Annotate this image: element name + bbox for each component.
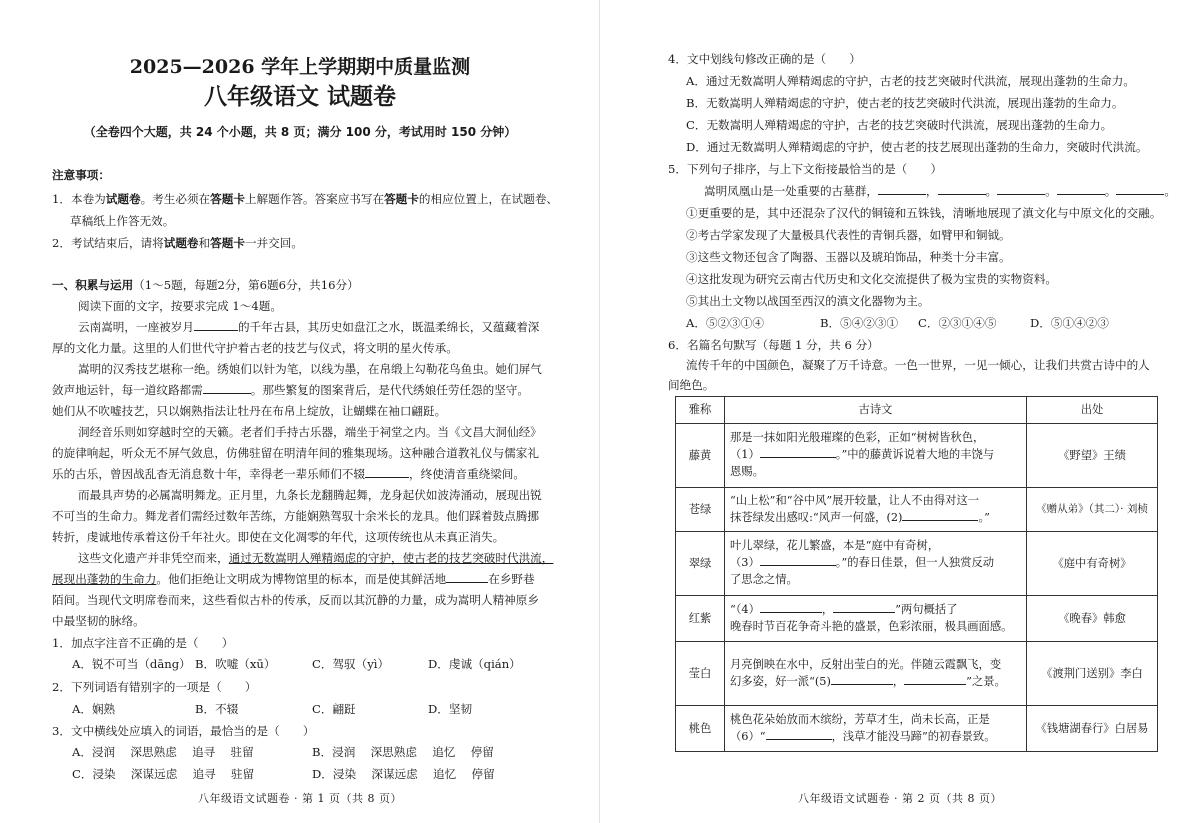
- page-footer: 八年级语文试题卷 · 第 2 页（共 8 页）: [798, 792, 1002, 805]
- q5-option-a[interactable]: A．⑤②③①④: [686, 316, 764, 330]
- table-header: 出处: [1027, 397, 1158, 424]
- q2-option-b[interactable]: B．不辍: [195, 702, 239, 716]
- question-1: 1．加点字注音不正确的是（ ）: [52, 636, 234, 650]
- q6-intro: 流传千年的中国颜色，凝聚了万千诗意。一色一世界，一见一倾心，让我们共赏古诗中的人: [686, 358, 1150, 372]
- question-5: 5．下列句子排序，与上下文衔接最恰当的是（ ）: [668, 162, 943, 176]
- table-row: [676, 596, 1158, 642]
- table-row: [676, 706, 1158, 752]
- passage-line: 敛声地运针，每一道纹路都需 。那些繁复的图案背后，是代代绣娘任劳任怨的坚守。: [52, 383, 529, 397]
- passage-line: 乐的古乐，曾因战乱杳无消息数十年，幸得老一辈乐师们不辍 ，终使清音重绕梁间。: [52, 467, 525, 481]
- table-header-row: [676, 397, 1158, 424]
- question-3: 3．文中横线处应填入的词语，最恰当的是（ ）: [52, 724, 315, 738]
- q1-option-d[interactable]: D．虔诚（qián）: [428, 657, 521, 671]
- answer-blank-1[interactable]: [760, 447, 836, 458]
- q2-option-a[interactable]: A．娴熟: [72, 702, 116, 716]
- poem-cell: “山上松”和“谷中风”展开较量，让人不由得对这一 抹苍绿发出感叹:“风声一何盛，(2) 。”: [725, 488, 1027, 532]
- note-1-cont: 草稿纸上作答无效。: [70, 214, 175, 228]
- exam-subtitle: （全卷四个大题，共 24 个小题，共 8 页；满分 100 分，考试用时 150 分钟）: [83, 125, 517, 139]
- table-header: 古诗文: [725, 397, 1027, 424]
- answer-blank-2[interactable]: [902, 510, 978, 521]
- q5-sentence-5: ⑤其出土文物以战国至西汉的滇文化器物为主。: [686, 294, 930, 308]
- passage-line: 不可当的生命力。舞龙者们需经过数年苦练，方能娴熟驾驭十余米长的龙具。他们踩着鼓点腾挪: [52, 509, 539, 523]
- passage-line: 嵩明的汉秀技艺堪称一绝。绣娘们以针为笔，以线为墨，在帛缎上勾勒花鸟鱼虫。她们屏气: [78, 362, 542, 376]
- table-header: 雅称: [676, 397, 725, 424]
- color-name: 桃色: [676, 706, 725, 752]
- answer-blank-5b[interactable]: [904, 674, 966, 685]
- q2-option-d[interactable]: D．坚韧: [428, 702, 473, 716]
- answer-blank-3[interactable]: [760, 555, 836, 566]
- table-row: [676, 642, 1158, 706]
- passage-line: 展现出蓬勃的生命力。他们拒绝让文明成为博物馆里的标本，而是使其鲜活地 在乡野巷: [52, 572, 535, 586]
- passage-line: 转折，虔诚地传承着这份千年社火。即使在文化凋零的年代，这项传统也从未真正消失。: [52, 530, 505, 544]
- q5-sentence-3: ③这些文物还包含了陶器、玉器以及琥珀饰品，种类十分丰富。: [686, 250, 1011, 264]
- passage-line: 洞经音乐则如穿越时空的天籁。老者们手持古乐器，端坐于祠堂之内。当《文昌大洞仙经》: [78, 425, 542, 439]
- note-1: 1．本卷为试题卷。考生必须在答题卡上解题作答。答案应书写在答题卡的相应位置上，在试题卷、: [52, 192, 559, 206]
- poem-table: [675, 396, 1158, 752]
- q5-sentence-2: ②考古学家发现了大量极具代表性的青铜兵器，如臂甲和铜钺。: [686, 228, 1011, 242]
- exam-title-line1: 2025—2026 学年上学期期中质量监测: [129, 56, 471, 78]
- passage-line: 中最坚韧的脉络。: [52, 614, 145, 628]
- color-name: 红紫: [676, 596, 725, 642]
- color-name: 苍绿: [676, 488, 725, 532]
- q5-option-d[interactable]: D．⑤①④②③: [1030, 316, 1109, 330]
- q5-option-b[interactable]: B．⑤④②③①: [820, 316, 899, 330]
- q5-lead-sentence: 嵩明凤凰山是一处重要的古墓群， ， 。 。 。 。: [704, 184, 1176, 198]
- answer-blank-4b[interactable]: [833, 602, 895, 613]
- source-cell: 《钱塘湖春行》白居易: [1027, 706, 1158, 752]
- poem-cell: 桃色花朵始放而木缤纷，芳草才生，尚未长高，正是 （6）“ ，浅草才能没马蹄”的初春景致。: [725, 706, 1027, 752]
- q1-option-b[interactable]: B．吹嘘（xū）: [195, 657, 276, 671]
- question-4: 4．文中划线句修改正确的是（ ）: [668, 52, 861, 66]
- section-1-heading: 一、积累与运用（1～5题，每题2分，第6题6分，共16分）: [52, 278, 359, 292]
- q5-option-c[interactable]: C．②③①④⑤: [918, 316, 997, 330]
- q5-sentence-4: ④这批发现为研究云南古代历史和文化交流提供了极为宝贵的实物资料。: [686, 272, 1058, 286]
- q4-option-a[interactable]: A．通过无数嵩明人殚精竭虑的守护，古老的技艺突破时代洪流，展现出蓬勃的生命力。: [686, 74, 1135, 88]
- q4-option-d[interactable]: D．通过无数嵩明人殚精竭虑的守护，使古老的技艺展现出蓬勃的生命力，突破时代洪流。: [686, 140, 1148, 154]
- q4-option-c[interactable]: C．无数嵩明人殚精竭虑的守护，古老的技艺突破时代洪流，展现出蓬勃的生命力。: [686, 118, 1113, 132]
- passage-line: 这些文化遗产并非凭空而来，通过无数嵩明人殚精竭虑的守护，使古老的技艺突破时代洪流，: [78, 551, 554, 565]
- q2-option-c[interactable]: C．翩跹: [312, 702, 356, 716]
- color-name: 莹白: [676, 642, 725, 706]
- page-footer: 八年级语文试题卷 · 第 1 页（共 8 页）: [198, 792, 402, 805]
- poem-cell: 叶儿翠绿，花儿繁盛，本是“庭中有奇树， （3） 。”的春日佳景，但一人独赏反动 了思念之情。: [725, 532, 1027, 596]
- source-cell: 《渡荆门送别》李白: [1027, 642, 1158, 706]
- exam-title-line2: 八年级语文 试题卷: [203, 84, 396, 110]
- question-6: 6．名篇名句默写（每题 1 分，共 6 分）: [668, 338, 879, 352]
- table-row: [676, 488, 1158, 532]
- q3-option-a[interactable]: A．浸润 深思熟虑 追寻 驻留: [72, 745, 254, 759]
- q3-option-c[interactable]: C．浸染 深谋远虑 追寻 驻留: [72, 767, 255, 781]
- passage-line: 云南嵩明，一座被岁月 的千年古县，其历史如盘江之水，既温柔绵长，又蕴藏着深: [78, 320, 540, 334]
- answer-blank-4a[interactable]: [760, 602, 822, 613]
- q3-option-b[interactable]: B．浸润 深思熟虑 追忆 停留: [312, 745, 494, 759]
- q1-option-c[interactable]: C．驾驭（yì）: [312, 657, 390, 671]
- passage-line: 她们从不吹嘘技艺，只以娴熟指法让牡丹在布帛上绽放，让蝴蝶在袖口翩跹。: [52, 404, 447, 418]
- notes-heading: 注意事项：: [52, 168, 110, 182]
- answer-blank-5a[interactable]: [831, 674, 893, 685]
- table-row: [676, 424, 1158, 488]
- source-cell: 《野望》王绩: [1027, 424, 1158, 488]
- answer-blank-6[interactable]: [766, 729, 832, 740]
- table-row: [676, 532, 1158, 596]
- q4-option-b[interactable]: B．无数嵩明人殚精竭虑的守护，使古老的技艺突破时代洪流，展现出蓬勃的生命力。: [686, 96, 1124, 110]
- note-2: 2．考试结束后，请将试题卷和答题卡一并交回。: [52, 236, 303, 250]
- question-2: 2．下列词语有错别字的一项是（ ）: [52, 680, 257, 694]
- source-cell: 《晚春》韩愈: [1027, 596, 1158, 642]
- passage-line: 厚的文化力量。这里的人们世代守护着古老的技艺与仪式，将文明的星火传承。: [52, 341, 458, 355]
- reading-instruction: 阅读下面的文字，按要求完成 1～4题。: [78, 299, 282, 313]
- passage-line: 的旋律响起，听众无不屏气敛息，仿佛驻留在明清年间的雅集现场。这种融合道教礼仪与儒家礼: [52, 446, 539, 460]
- q1-option-a[interactable]: A．锐不可当（dāng）: [72, 657, 191, 671]
- color-name: 翠绿: [676, 532, 725, 596]
- passage-line: 陌间。当现代文明席卷而来，这些看似古朴的传承，反而以其沉静的力量，成为嵩明人精神原乡: [52, 593, 539, 607]
- source-cell: 《庭中有奇树》: [1027, 532, 1158, 596]
- poem-cell: 月亮倒映在水中，反射出莹白的光。伴随云霞飘飞，变 幻多姿，好一派“(5) ， ”之景。: [725, 642, 1027, 706]
- source-cell: 《赠从弟》（其二）· 刘桢: [1027, 488, 1158, 532]
- q3-option-d[interactable]: D．浸染 深谋远虑 追忆 停留: [312, 767, 495, 781]
- q6-intro-cont: 间绝色。: [668, 378, 715, 392]
- underlined-sentence: 通过无数嵩明人殚精竭虑的守护，使古老的技艺突破时代洪流，: [228, 551, 554, 565]
- passage-line: 而最具声势的必属嵩明舞龙。正月里，九条长龙翻腾起舞，龙身起伏如波涛涌动，展现出锐: [78, 488, 542, 502]
- color-name: 藤黄: [676, 424, 725, 488]
- exam-page-2: [600, 0, 1200, 823]
- q5-sentence-1: ①更重要的是，其中还混杂了汉代的铜镜和五铢钱，清晰地展现了滇文化与中原文化的交融。: [686, 206, 1162, 220]
- poem-cell: 那是一抹如阳光般璀璨的色彩，正如“树树皆秋色， （1） 。”中的藤黄诉说着大地的丰饶与 恩赐。: [725, 424, 1027, 488]
- poem-cell: “（4） ， ”两句概括了 晚春时节百花争奇斗艳的盛景，色彩浓丽，极具画面感。: [725, 596, 1027, 642]
